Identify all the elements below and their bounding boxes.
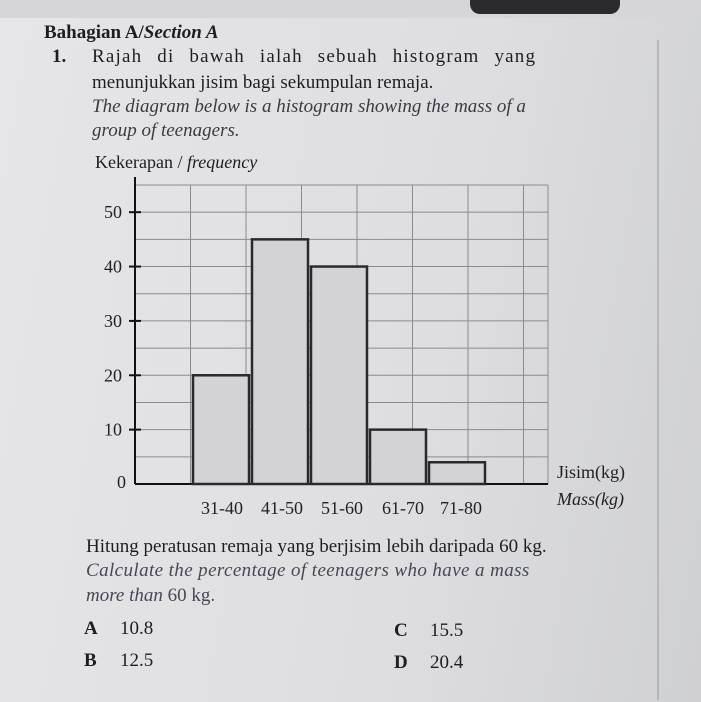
calc-text-malay: Hitung peratusan remaja yang berjisim lebih daripada 60 kg. [86,536,547,557]
histogram-bar [252,239,308,484]
question-text-malay-2: menunjukkan jisim bagi sekumpulan remaja. [92,72,434,93]
question-number: 1. [52,46,67,67]
y-tick-label: 40 [104,256,122,277]
option-c[interactable]: C 15.5 [394,620,464,641]
y-tick-label: 50 [104,202,122,223]
y-tick-label: 0 [117,472,126,492]
question-text-malay-1: Rajah di bawah ialah sebuah histogram yang [92,46,537,67]
y-tick-label: 30 [104,310,122,331]
x-category-label: 71-80 [440,498,482,518]
y-tick-label: 20 [104,365,122,386]
x-category-label: 31-40 [201,498,243,518]
x-category-label: 41-50 [261,498,303,518]
histogram-bar [429,462,485,484]
histogram-bar [311,267,367,484]
question-text-english-1: The diagram below is a histogram showing the mass of a [92,96,526,117]
y-tick-label: 10 [104,419,122,440]
x-category-label: 61-70 [382,498,424,518]
calc-text-english-2: more than 60 kg. [86,585,216,606]
calc-text-english-1: Calculate the percentage of teenagers who have a mass [86,560,530,581]
histogram-bar [193,375,249,484]
option-a[interactable]: A 10.8 [84,618,154,639]
option-b[interactable]: B 12.5 [84,650,154,671]
y-axis-title: Kekerapan / frequency [95,152,258,172]
histogram-bar [370,430,426,484]
x-category-label: 51-60 [321,498,363,518]
option-d[interactable]: D 20.4 [394,652,464,673]
question-text-english-2: group of teenagers. [92,120,240,141]
x-axis-title-malay: Jisim(kg) [557,462,626,482]
x-axis-title-english: Mass(kg) [557,489,624,509]
section-heading: Bahagian A/Section A [44,22,219,43]
